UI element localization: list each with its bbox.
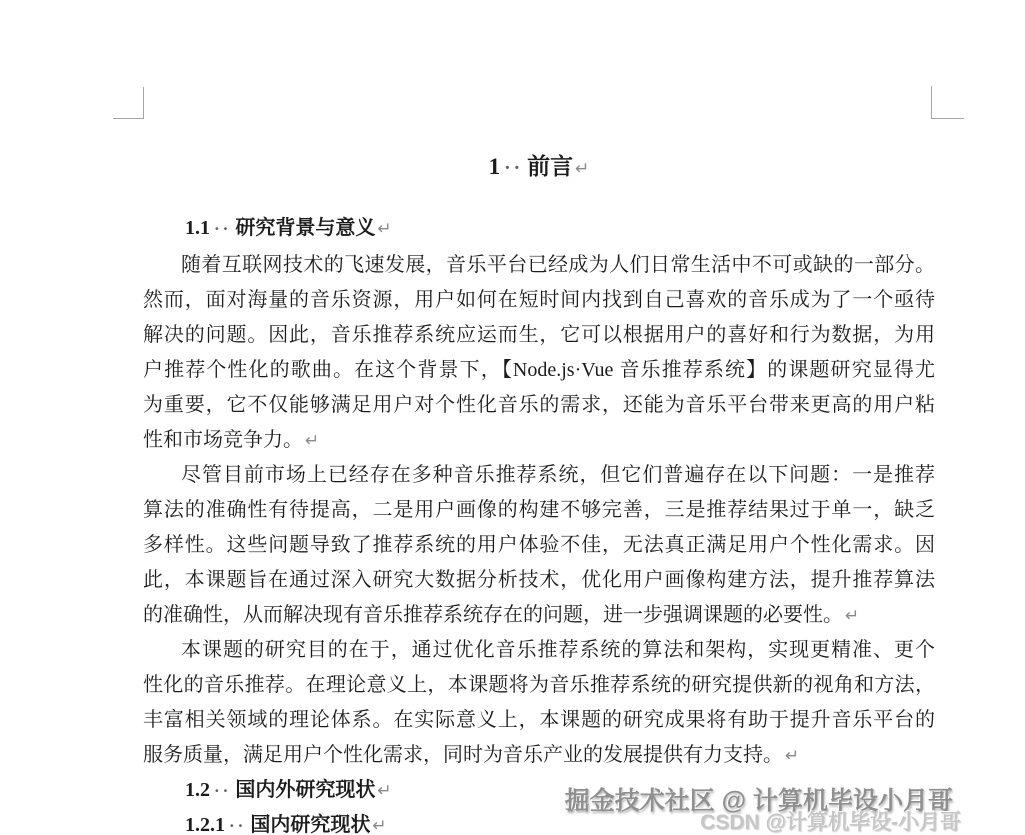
- body-text: 户推荐个性化的歌曲。在这个背景下，【Node.js·Vue 音乐推荐系统】的课题研究显得尤: [143, 359, 935, 381]
- body-text-line: [143, 458, 935, 493]
- body-text-line: [143, 353, 935, 388]
- chapter-title-number: 1: [488, 154, 501, 179]
- paragraph-mark: ↵: [785, 746, 800, 766]
- body-text: 性和市场竞争力。: [143, 429, 303, 451]
- paragraph-mark: ↵: [377, 219, 392, 239]
- body-text-line: [143, 633, 935, 668]
- body-text: 解决的问题。因此，音乐推荐系统应运而生，它可以根据用户的喜好和行为数据，为用: [143, 324, 935, 346]
- body-text-line: [143, 563, 935, 598]
- paragraph-mark: ↵: [305, 431, 320, 451]
- space-format-marks: ··: [214, 781, 232, 800]
- body-text-line: [143, 598, 935, 633]
- watermark-csdn: CSDN @计算机毕设-小月哥: [700, 811, 961, 834]
- heading-number: 1.1: [185, 217, 210, 239]
- body-text-line: [143, 668, 935, 703]
- body-text-line: [143, 528, 935, 563]
- space-format-marks: ··: [229, 816, 247, 835]
- body-text: 然而，面对海量的音乐资源，用户如何在短时间内找到自己喜欢的音乐成为了一个亟待: [143, 289, 935, 311]
- body-text-line: [143, 388, 935, 423]
- space-format-marks: ··: [214, 219, 232, 238]
- paragraphs: [143, 248, 935, 773]
- paragraph-mark: ↵: [575, 159, 590, 179]
- body-text: 服务质量，满足用户个性化需求，同时为音乐产业的发展提供有力支持。: [143, 744, 783, 766]
- paragraph-mark: ↵: [377, 781, 392, 801]
- body-text: 丰富相关领域的理论体系。在实际意义上，本课题的研究成果将有助于提升音乐平台的: [143, 709, 935, 731]
- body-text-line: [143, 738, 935, 773]
- heading-number: 1.2: [185, 779, 210, 801]
- heading-text: 国内研究现状: [250, 814, 371, 835]
- paragraph-mark: ↵: [372, 816, 387, 835]
- chapter-title-text: 前言: [527, 154, 574, 179]
- body-text-line: [143, 248, 935, 283]
- heading-number: 1.2.1: [185, 814, 225, 835]
- heading-text: 研究背景与意义: [235, 217, 376, 239]
- body-text-line: [143, 318, 935, 353]
- document-content: [143, 146, 935, 835]
- heading-1-1: [143, 211, 935, 248]
- space-format-marks: ··: [504, 158, 524, 179]
- body-text-line: [143, 703, 935, 738]
- body-text: 为重要，它不仅能够满足用户对个性化音乐的需求，还能为音乐平台带来更高的用户粘: [143, 394, 935, 416]
- body-text: 随着互联网技术的飞速发展，音乐平台已经成为人们日常生活中不可或缺的一部分。: [181, 254, 935, 276]
- body-text-line: [143, 283, 935, 318]
- body-text: 本课题的研究目的在于，通过优化音乐推荐系统的算法和架构，实现更精准、更个: [181, 639, 935, 661]
- chapter-title: [143, 146, 935, 211]
- heading-text: 国内外研究现状: [235, 779, 376, 801]
- body-text: 的准确性，从而解决现有音乐推荐系统存在的问题，进一步强调课题的必要性。: [143, 604, 843, 626]
- body-text: 算法的准确性有待提高，二是用户画像的构建不够完善，三是推荐结果过于单一，缺乏: [143, 499, 935, 521]
- body-text: 尽管目前市场上已经存在多种音乐推荐系统，但它们普遍存在以下问题：一是推荐: [181, 464, 935, 486]
- body-text-line: [143, 423, 935, 458]
- watermark-juejin: 掘金技术社区 @ 计算机毕设小月哥: [564, 787, 953, 815]
- body-text: 性化的音乐推荐。在理论意义上，本课题将为音乐推荐系统的研究提供新的视角和方法，: [143, 674, 935, 696]
- paragraph-mark: ↵: [845, 606, 860, 626]
- text-boundary-corner-top-left: [113, 87, 144, 119]
- text-boundary-corner-top-right: [931, 86, 964, 119]
- body-text-line: [143, 493, 935, 528]
- body-text: 此，本课题旨在通过深入研究大数据分析技术，优化用户画像构建方法，提升推荐算法: [143, 569, 935, 591]
- body-text: 多样性。这些问题导致了推荐系统的用户体验不佳，无法真正满足用户个性化需求。因: [143, 534, 935, 556]
